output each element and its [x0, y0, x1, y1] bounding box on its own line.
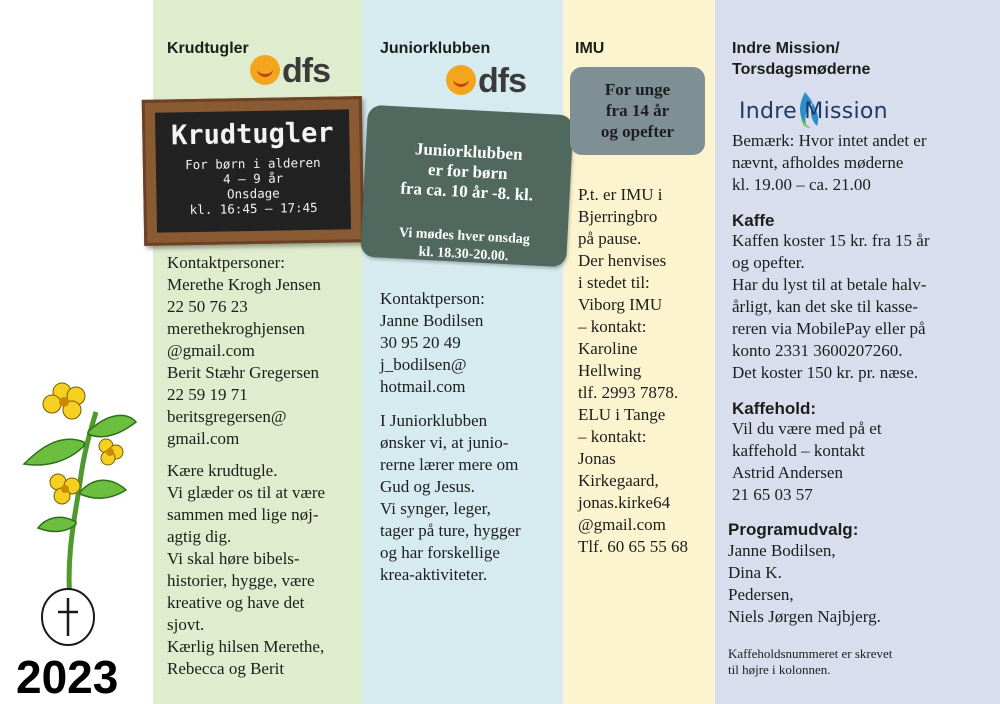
flower-middle — [99, 439, 123, 465]
kaffehold-text: Vil du være med på et kaffehold – kontakt Astrid Andersen 21 65 03 57 — [732, 419, 882, 504]
indre-mission-heading: Indre Mission/ Torsdagsmøderne — [732, 40, 871, 78]
imu-body: P.t. er IMU i Bjerringbro på pause. Der henvises i stedet til: Viborg IMU – kontakt: Karoline Hellwing tlf. 2993 7878. ELU i Tange – kontakt: Jonas Kirkegaard, jonas.kirke64 @gmail.com Tlf. 60 65 55 68 — [578, 185, 689, 556]
year-label: 2023 — [16, 651, 119, 703]
juniorklubben-sign-main: Juniorklubben er for børn fra ca. 10 år -8. kl. — [399, 139, 534, 205]
kaffe-heading: Kaffe — [732, 211, 775, 230]
juniorklubben-sign — [360, 105, 574, 268]
dfs-smiley-icon — [446, 65, 476, 95]
programudvalg-heading: Programudvalg: — [728, 520, 859, 539]
imu-heading: IMU — [575, 40, 605, 57]
seedling-illustration — [18, 372, 138, 652]
chalkboard — [142, 96, 365, 246]
programudvalg-text: Janne Bodilsen, Dina K. Pedersen, Niels Jørgen Najbjerg. — [728, 541, 881, 626]
dfs-logo: dfs — [446, 62, 526, 101]
krudtugler-letter: Kære krudtugle. Vi glæder os til at være sammen med lige nøj- agtig dig. Vi skal høre bibels- historier, hygge, være kreative og have det sjovt. Kærlig hilsen Merethe, Rebecca og Berit — [167, 461, 326, 678]
kaffehold-heading: Kaffehold: — [732, 399, 817, 418]
chalkboard-title: Krudtugler — [170, 117, 334, 152]
juniorklubben-sign-sub: Vi mødes hver onsdag kl. 18.30-20.00. — [398, 225, 531, 265]
flower-top — [43, 383, 85, 419]
indre-mission-note: Bemærk: Hvor intet andet er nævnt, afholdes møderne kl. 19.00 – ca. 21.00 — [732, 131, 927, 194]
chalkboard-text: For børn i alderen 4 – 9 år Onsdage kl. 16:45 – 17:45 — [185, 154, 321, 218]
juniorklubben-heading: Juniorklubben — [380, 40, 491, 57]
krudtugler-heading: Krudtugler — [167, 40, 249, 57]
kaffehold-footnote: Kaffeholdsnummeret er skrevet til højre i kolonnen. — [728, 646, 893, 677]
kaffe-text: Kaffen koster 15 kr. fra 15 år og opefter. Har du lyst til at betale halv- årligt, kan det ske til kasse- reren via MobilePay eller på konto 2331 3600207260. Det koster 150 kr. pr. næse. — [732, 231, 930, 382]
imu-sign: For unge fra 14 år og opefter — [570, 67, 705, 155]
dfs-smiley-icon — [250, 55, 280, 85]
juniorklubben-body: I Juniorklubben ønsker vi, at junio- rerne lærer mere om Gud og Jesus. Vi synger, leger, tager på ture, hygger og har forskellige krea-aktiviteter. — [380, 411, 521, 584]
dfs-logo: dfs — [250, 52, 330, 91]
juniorklubben-contact: Kontaktperson: Janne Bodilsen 30 95 20 49 j_bodilsen@ hotmail.com — [380, 289, 485, 396]
indre-mission-logo-text: Indre Mission — [739, 99, 888, 124]
krudtugler-contacts: Kontaktpersoner: Merethe Krogh Jensen 22 50 76 23 merethekroghjensen @gmail.com Berit Stæhr Gregersen 22 59 19 71 beritsgregersen@ gmail.com — [167, 253, 321, 448]
